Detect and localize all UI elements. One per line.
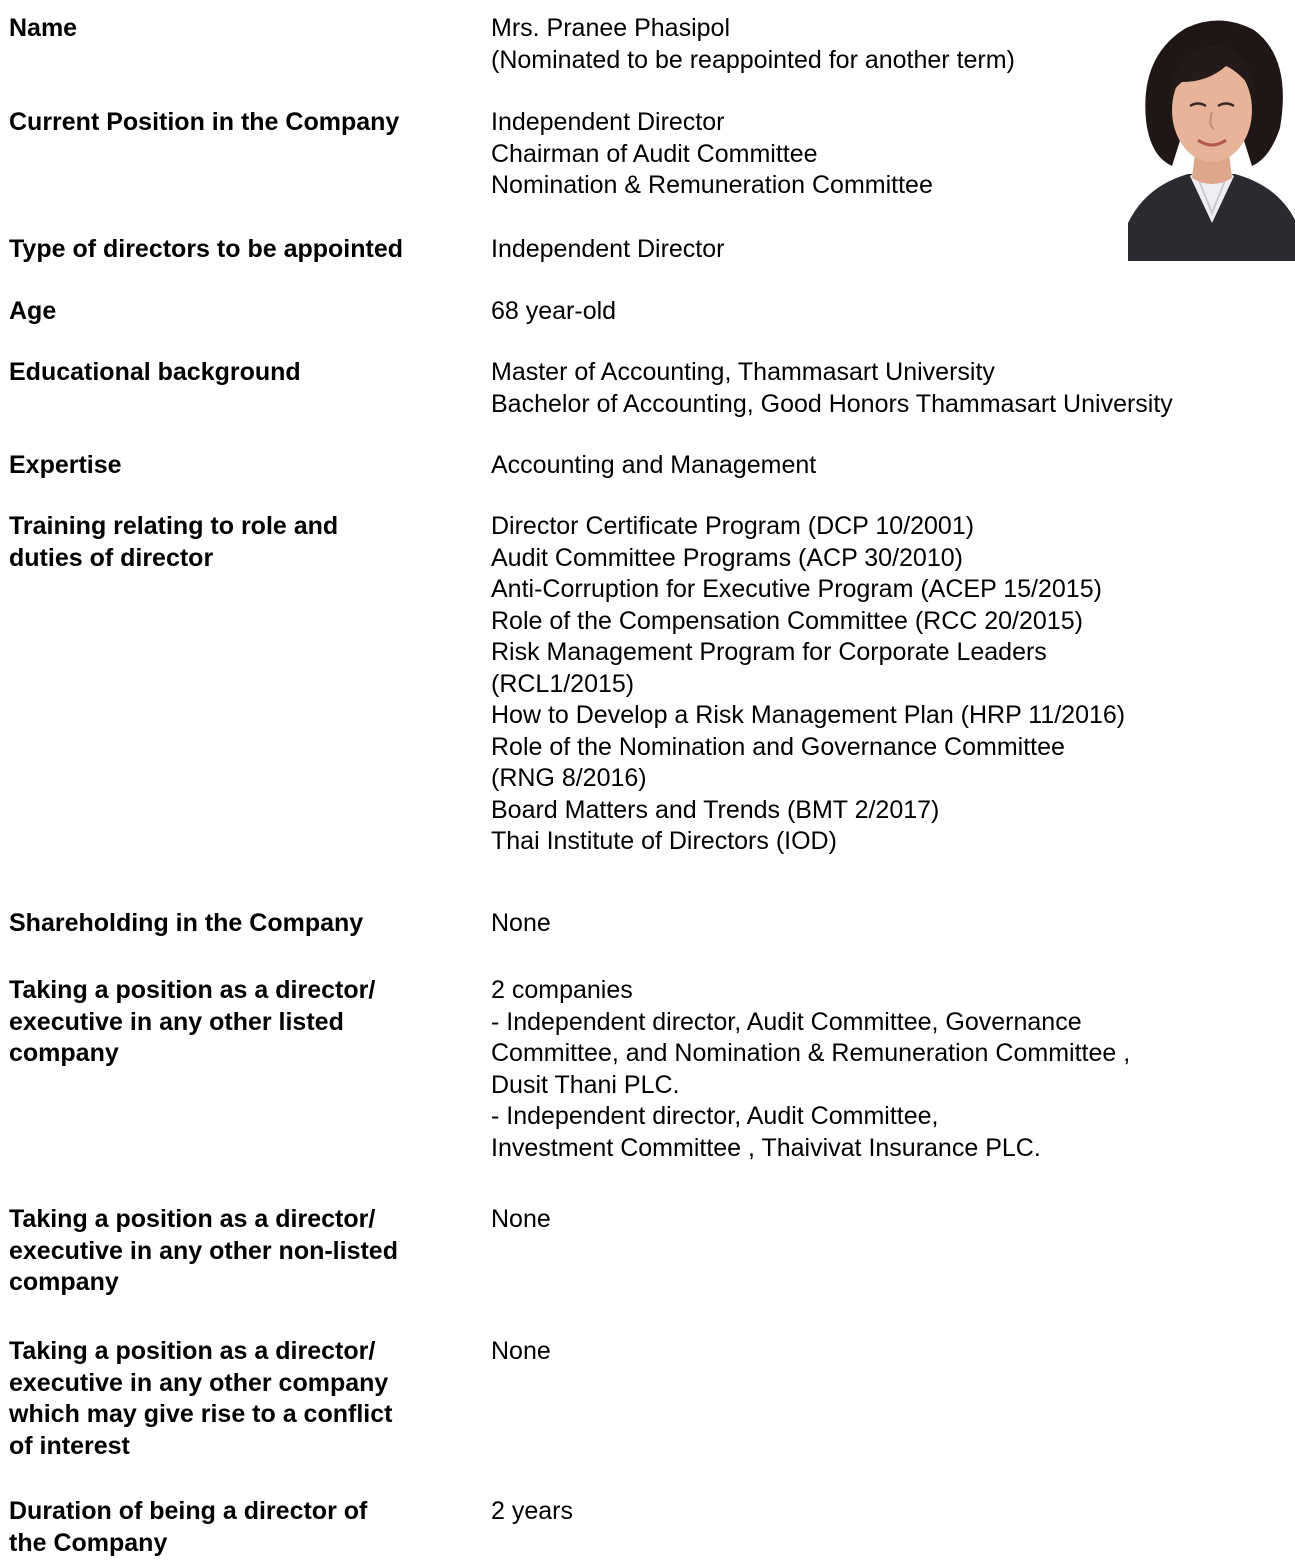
director-duration-value (491, 1496, 1291, 1528)
label-line: Current Position in the Company (9, 108, 400, 136)
conflict-of-interest-label (9, 1336, 479, 1462)
value-line: Risk Management Program for Corporate Leaders (491, 638, 1047, 666)
label-line: company (9, 1268, 119, 1296)
value-line: Audit Committee Programs (ACP 30/2010) (491, 543, 963, 572)
value-line: (Nominated to be reappointed for another term) (491, 45, 1015, 74)
education-value (491, 357, 1291, 420)
training-value (491, 511, 1291, 858)
label-line: of interest (9, 1431, 130, 1460)
label-line: executive in any other company (9, 1368, 389, 1397)
value-line: Accounting and Management (491, 451, 817, 479)
value-line: Mrs. Pranee Phasipol (491, 14, 731, 42)
label-line: executive in any other non-listed (9, 1236, 398, 1265)
non-listed-company-value (491, 1204, 1291, 1236)
label-line: Taking a position as a director/ (9, 1205, 376, 1233)
shareholding-label (9, 908, 479, 940)
conflict-of-interest-value (491, 1336, 1291, 1368)
value-line: Committee, and Nomination & Remuneration Committee , (491, 1039, 1131, 1067)
value-line: Director Certificate Program (DCP 10/2001) (491, 512, 975, 540)
listed-company-value (491, 975, 1291, 1164)
label-line: Taking a position as a director/ (9, 976, 376, 1004)
label-line: Shareholding in the Company (9, 909, 364, 937)
value-line: Dusit Thani PLC. (491, 1070, 680, 1099)
director-portrait (1128, 8, 1295, 261)
shareholding-value (491, 908, 1291, 940)
value-line: Chairman of Audit Committee (491, 139, 818, 168)
value-line: 2 companies (491, 976, 633, 1004)
value-line: None (491, 909, 551, 937)
expertise-value (491, 450, 1291, 482)
value-line: Master of Accounting, Thammasart University (491, 358, 995, 386)
value-line: Bachelor of Accounting, Good Honors Thammasart University (491, 389, 1173, 418)
value-line: (RNG 8/2016) (491, 764, 647, 792)
label-line: Duration of being a director of (9, 1497, 368, 1525)
value-line: Board Matters and Trends (BMT 2/2017) (491, 795, 940, 824)
label-line: Expertise (9, 451, 122, 479)
training-label (9, 511, 479, 574)
label-line: Type of directors to be appointed (9, 235, 404, 263)
value-line: 68 year-old (491, 297, 617, 325)
listed-company-label (9, 975, 479, 1070)
value-line: None (491, 1205, 551, 1233)
age-label (9, 296, 479, 328)
education-label (9, 357, 479, 389)
value-line: - Independent director, Audit Committee, Governance (491, 1007, 1082, 1036)
value-line: Thai Institute of Directors (IOD) (491, 827, 837, 855)
value-line: Anti-Corruption for Executive Program (ACEP 15/2015) (491, 575, 1102, 603)
value-line: Independent Director (491, 235, 725, 263)
label-line: Taking a position as a director/ (9, 1337, 376, 1365)
label-line: executive in any other listed (9, 1007, 344, 1036)
value-line: Role of the Compensation Committee (RCC 20/2015) (491, 606, 1083, 635)
label-line: Educational background (9, 358, 301, 386)
value-line: Nomination & Remuneration Committee (491, 171, 933, 199)
value-line: None (491, 1337, 551, 1365)
non-listed-company-label (9, 1204, 479, 1299)
label-line: duties of director (9, 543, 214, 572)
value-line: 2 years (491, 1497, 573, 1525)
name-label (9, 13, 479, 45)
value-line: Independent Director (491, 108, 725, 136)
value-line: How to Develop a Risk Management Plan (HRP 11/2016) (491, 701, 1126, 729)
label-line: Age (9, 297, 57, 325)
label-line: Name (9, 14, 78, 42)
expertise-label (9, 450, 479, 482)
current-position-label (9, 107, 479, 139)
label-line: which may give rise to a conflict (9, 1400, 393, 1428)
value-line: Investment Committee , Thaivivat Insurance PLC. (491, 1133, 1041, 1162)
value-line: - Independent director, Audit Committee, (491, 1102, 939, 1130)
value-line: Role of the Nomination and Governance Committee (491, 732, 1065, 761)
label-line: company (9, 1039, 119, 1067)
age-value (491, 296, 1291, 328)
director-duration-label (9, 1496, 479, 1559)
director-type-label (9, 234, 479, 266)
value-line: (RCL1/2015) (491, 669, 635, 698)
label-line: the Company (9, 1528, 168, 1557)
label-line: Training relating to role and (9, 512, 339, 540)
